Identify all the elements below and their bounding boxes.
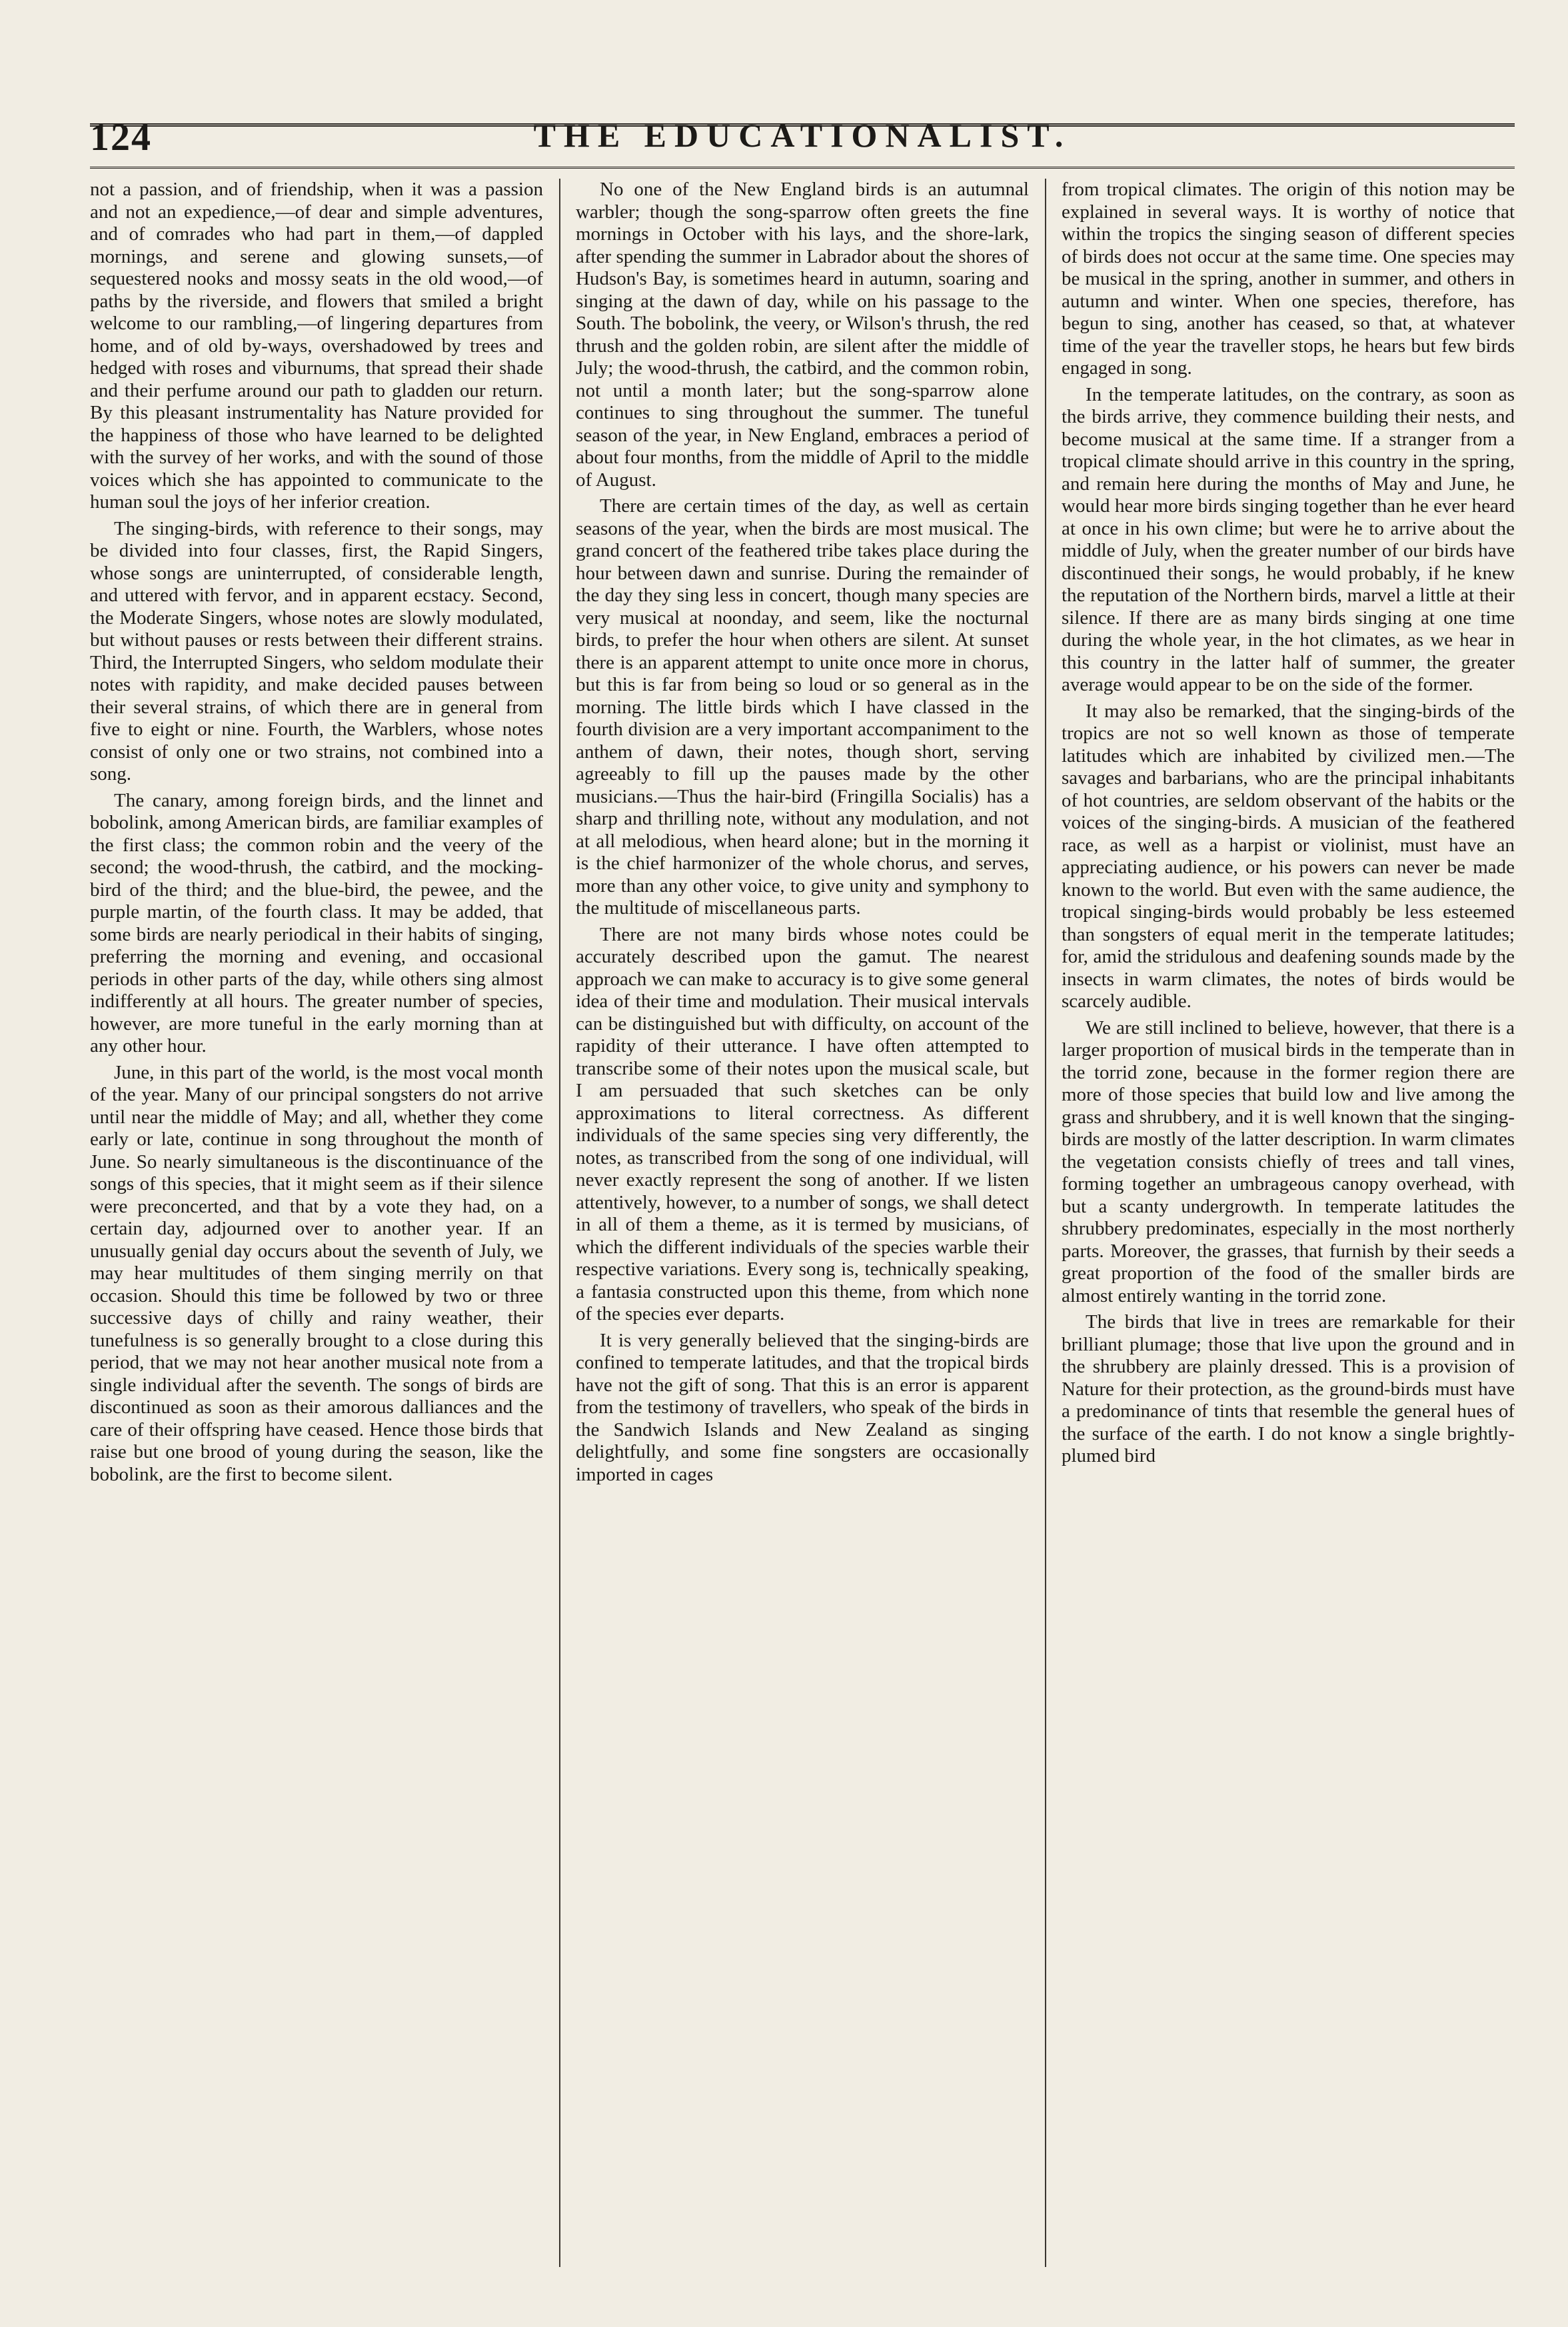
paragraph: There are not many birds whose notes could be accurately described upon the gamut. The nearest approach we can make to accuracy is to give some general idea of their time and modulation. Their musical intervals can be distinguished but with difficulty, on account of the rapidity of their utterance. I have often attempted to transcribe some of their notes upon the musical scale, but I am persuaded that such sketches can be only approximations to literal correctness. As different individuals of the same species sing very differently, the notes, as transcribed from the song of one individual, will never exactly represent the song of another. If we listen attentively, however, to a number of songs, we shall detect in all of them a theme, as it is termed by musicians, of which the different individuals of the species warble their respective variations. Every song is, technically speaking, a fantasia constructed upon this theme, from which none of the species ever departs. [576,923,1029,1324]
paragraph: It is very generally believed that the singing-birds are confined to temperate latitudes, and that the tropical birds have not the gift of song. That this is an error is apparent from the testimony of travellers, who speak of the birds in the Sandwich Islands and New Zealand as singing delightfully, and some fine songsters are occasionally imported in cages [576,1329,1029,1485]
header-rule-bottom [90,167,1515,169]
page-header [90,115,1515,161]
paragraph: It may also be remarked, that the singing-birds of the tropics are not so well known as those of temperate latitudes which are inhabited by civilized men.—The savages and barbarians, who are the principal inhabitants of hot countries, are seldom observant of the habits or the voices of the singing-birds. A musician of the feathered race, as well as a harpist or violinist, must have an appreciating audience, or his powers can never be made known to the world. But even with the same audience, the tropical singing-birds would probably be less esteemed than songsters of equal merit in the temperate latitudes; for, amid the stridulous and deafening sounds made by the insects in warm climates, the notes of birds would be scarcely audible. [1062,700,1515,1012]
page-number: 124 [90,115,152,159]
paragraph: We are still inclined to believe, however, that there is a larger proportion of musical birds in the temperate than in the torrid zone, because in the former region there are more of those species that build low and live among the grass and shrubbery, and it is well known that the singing-birds are mostly of the latter description. In warm climates the vegetation consists chiefly of trees and tall vines, forming together an umbrageous canopy overhead, with but a scanty undergrowth. In temperate latitudes the shrubbery predominates, especially in the most northerly parts. Moreover, the grasses, that furnish by their seeds a great proportion of the food of the smaller birds are almost entirely wanting in the torrid zone. [1062,1017,1515,1306]
paragraph: June, in this part of the world, is the most vocal month of the year. Many of our principal songsters do not arrive until near the middle of May; and all, whether they come early or late, continue in song throughout the month of June. So nearly simultaneous is the discontinuance of the songs of this species, that it might seem as if their silence were preconcerted, and that by a vote they had, on a certain day, adjourned over to another year. If an unusually genial day occurs about the seventh of July, we may hear multitudes of them singing merrily on that occasion. Should this time be followed by two or three successive days of chilly and rainy weather, their tunefulness is so generally brought to a close during this period, that we may not hear another musical note from a single individual after the seventh. The songs of birds are discontinued as soon as their amorous dalliances and the care of their offspring have ceased. Hence those birds that raise but one brood of young during the season, like the bobolink, are the first to become silent. [90,1061,543,1485]
paragraph: There are certain times of the day, as well as certain seasons of the year, when the birds are most musical. The grand concert of the feathered tribe takes place during the hour between dawn and sunrise. During the remainder of the day they sing less in concert, though many species are very musical at noonday, and seem, like the nocturnal birds, to prefer the hour when others are silent. At sunset there is an apparent attempt to unite once more in chorus, but this is far from being so loud or so general as in the morning. The little birds which I have classed in the fourth division are a very important accompaniment to the anthem of dawn, their notes, though short, serving agreeably to fill up the pauses made by the other musicians.—Thus the hair-bird (Fringilla Socialis) has a sharp and thrilling note, without any modulation, and not at all melodious, when heard alone; but in the morning it is the chief harmonizer of the whole chorus, and serves, more than any other voice, to give unity and symphony to the multitude of miscellaneous parts. [576,495,1029,919]
paragraph: not a passion, and of friendship, when it was a passion and not an expedience,—of dear and simple adventures, and of comrades who had part in them,—of dappled mornings, and serene and glowing sunsets,—of sequestered nooks and mossy seats in the old wood,—of paths by the riverside, and flowers that smiled a bright welcome to our rambling,—of lingering departures from home, and of old by-ways, overshadowed by trees and hedged with roses and viburnums, that spread their shade and their perfume around our path to gladden our return. By this pleasant instrumentality has Nature provided for the happiness of those who have learned to be delighted with the survey of her works, and with the sound of those voices which she has appointed to communicate to the human soul the joys of her inferior creation. [90,179,543,513]
column-divider [1045,179,1046,2267]
column-1 [90,179,543,2267]
paragraph: The singing-birds, with reference to their songs, may be divided into four classes, first, the Rapid Singers, whose songs are uninterrupted, of considerable length, and uttered with fervor, and in apparent ecstacy. Second, the Moderate Singers, whose notes are slowly modulated, but without pauses or rests between their different strains. Third, the Interrupted Singers, who seldom modulate their notes with rapidity, and make decided pauses between their several strains, of which there are in general from five to eight or nine. Fourth, the Warblers, whose notes consist of only one or two strains, not combined into a song. [90,517,543,785]
paragraph: from tropical climates. The origin of this notion may be explained in several ways. It is worthy of notice that within the tropics the singing season of different species of birds does not occur at the same time. One species may be musical in the spring, another in summer, and others in autumn and winter. When one species, therefore, has begun to sing, another has ceased, so that, at whatever time of the year the traveller stops, he hears but few birds engaged in song. [1062,179,1515,379]
column-3 [1062,179,1515,2267]
running-title: THE EDUCATIONALIST. [533,117,1072,154]
paragraph: The canary, among foreign birds, and the linnet and bobolink, among American birds, are familiar examples of the first class; the common robin and the veery of the second; the wood-thrush, the catbird, and the mocking-bird of the third; and the blue-bird, the pewee, and the purple martin, of the fourth class. It may be added, that some birds are nearly periodical in their habits of singing, preferring the morning and evening, and occasional periods in other parts of the day, while others sing almost indifferently at all hours. The greater number of species, however, are more tuneful in the early morning than at any other hour. [90,789,543,1057]
paragraph: No one of the New England birds is an autumnal warbler; though the song-sparrow often greets the fine mornings in October with his lays, and the shore-lark, after spending the summer in Labrador about the shores of Hudson's Bay, is sometimes heard in autumn, soaring and singing at the dawn of day, while on his passage to the South. The bobolink, the veery, or Wilson's thrush, the red thrush and the golden robin, are silent after the middle of July; the wood-thrush, the catbird, and the common robin, not until a month later; but the song-sparrow alone continues to sing throughout the summer. The tuneful season of the year, in New England, embraces a period of about four months, from the middle of April to the middle of August. [576,179,1029,491]
paragraph: In the temperate latitudes, on the contrary, as soon as the birds arrive, they commence building their nests, and become musical at the same time. If a stranger from a tropical climate should arrive in this country in the spring, and remain here during the months of May and June, he would hear more birds singing together than he ever heard at once in his own clime; but were he to arrive about the middle of July, when the greater number of our birds have discontinued their songs, he would probably, if he knew the reputation of the Northern birds, marvel a little at their silence. If there are as many birds singing at one time during the whole year, in the hot climates, as we hear in this country in the latter half of summer, the greater average would appear to be on the side of the former. [1062,383,1515,695]
text-columns [90,179,1515,2267]
column-divider [559,179,560,2267]
column-2 [576,179,1029,2267]
paragraph: The birds that live in trees are remarkable for their brilliant plumage; those that live upon the ground and in the shrubbery are plainly dressed. This is a provision of Nature for their protection, as the ground-birds must have a predominance of tints that resemble the general hues of the surface of the earth. I do not know a single brightly-plumed bird [1062,1311,1515,1466]
